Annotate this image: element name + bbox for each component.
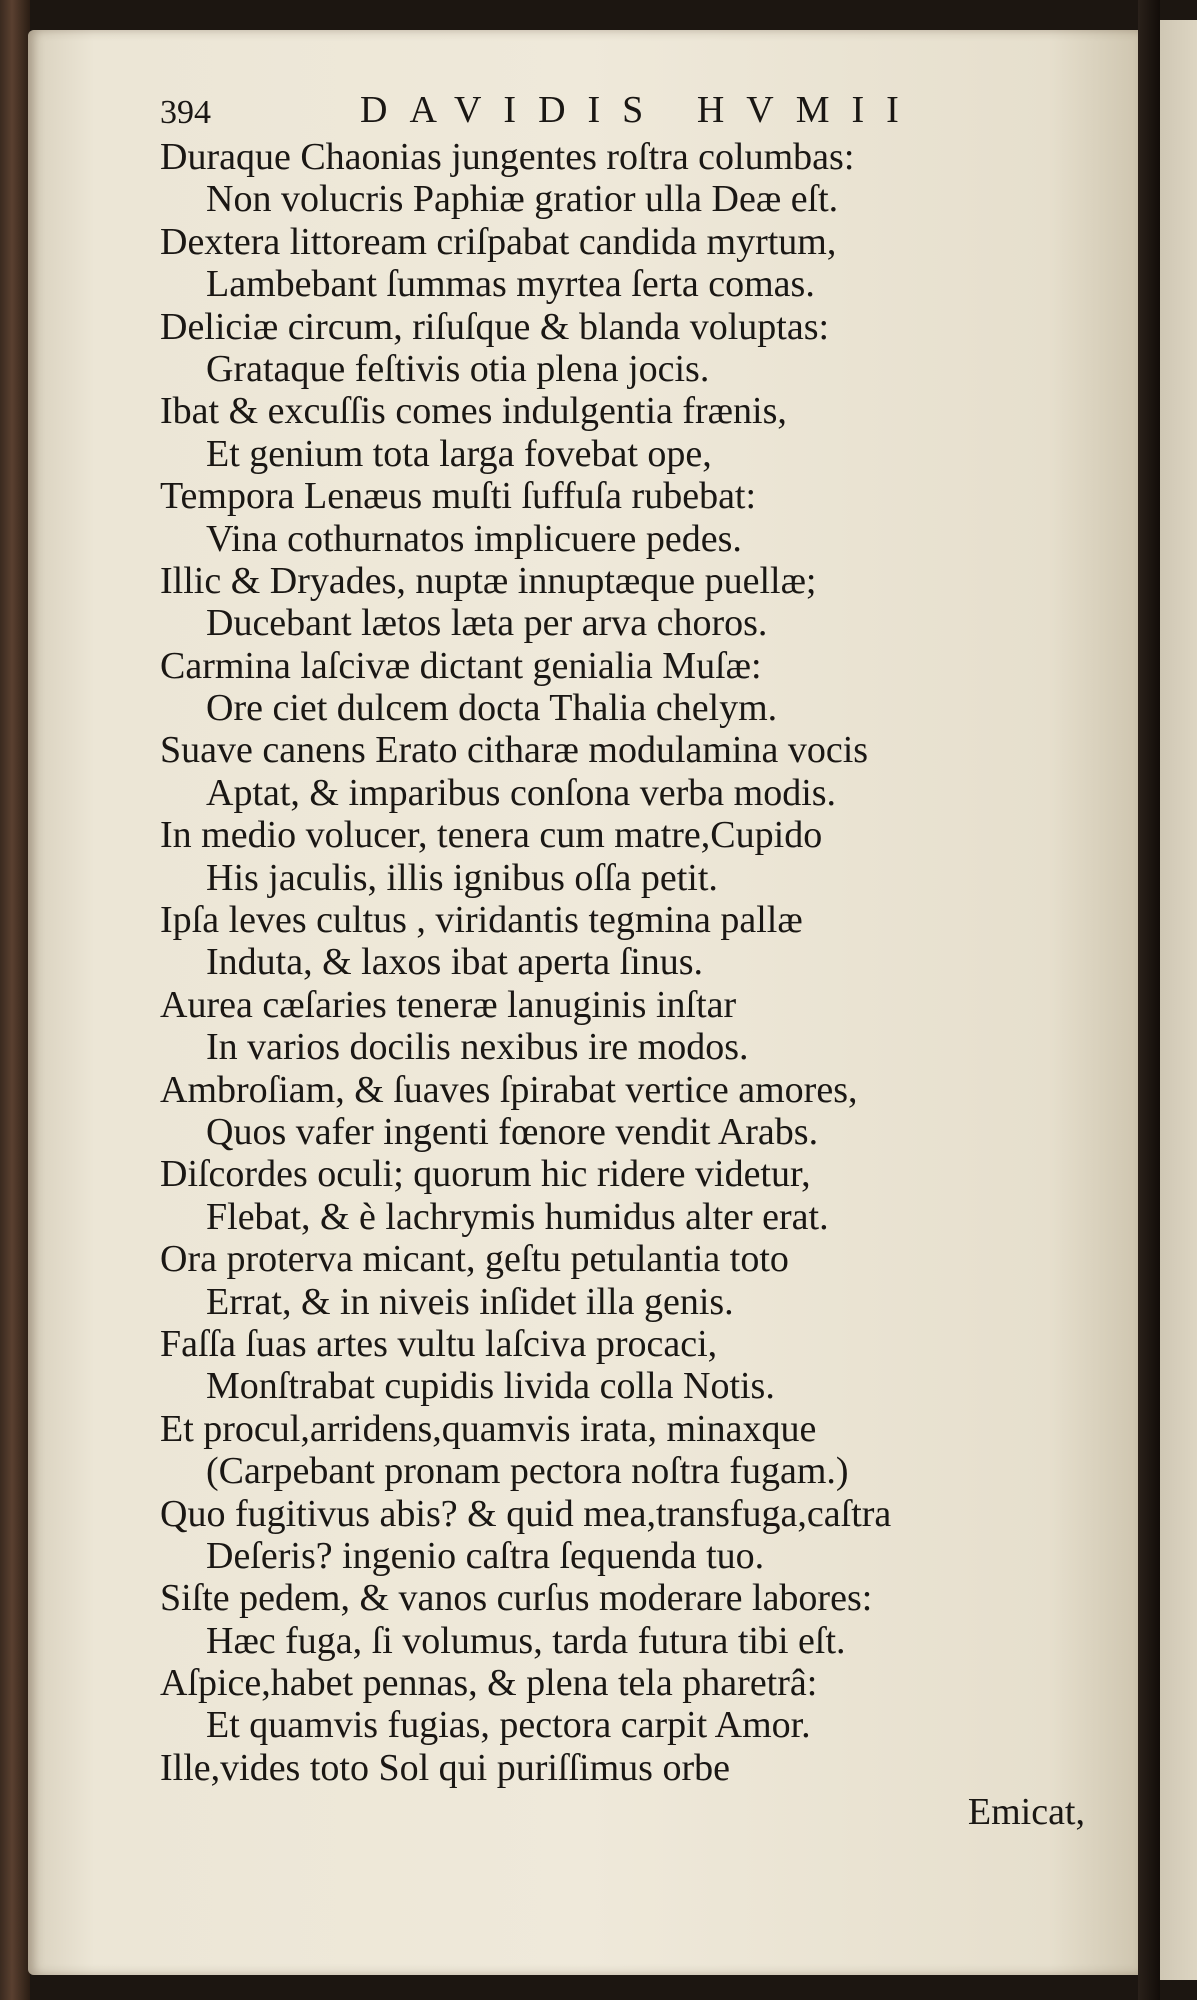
page-number: 394 <box>160 94 211 131</box>
page-header <box>160 88 1060 138</box>
verse-line: Aſpice,habet pennas, & plena tela pharetrâ: <box>160 1662 818 1705</box>
verse-line: Non volucris Paphiæ gratior ulla Deæ eſt. <box>206 178 839 221</box>
verse-line: Ille,vides toto Sol qui puriſſimus orbe <box>160 1746 730 1789</box>
verse-line: Quos vafer ingenti fœnore vendit Arabs. <box>206 1110 819 1153</box>
verse-line: Vina cothurnatos implicuere pedes. <box>206 517 742 560</box>
catchword: Emicat, <box>967 1791 1085 1833</box>
verse-line: Ducebant lætos læta per arva choros. <box>206 602 768 645</box>
verse-line: Grataque feſtivis otia plena jocis. <box>206 347 710 390</box>
verse-line: Ipſa leves cultus , viridantis tegmina pallæ <box>160 899 803 942</box>
verse-line: Et genium tota larga fovebat ope, <box>206 432 712 475</box>
verse-line: Aurea cæſaries teneræ lanuginis inſtar <box>160 983 737 1026</box>
verse-line: Duraque Chaonias jungentes roſtra columbas: <box>160 136 855 178</box>
verse-line: Et procul,arridens,quamvis irata, minaxque <box>160 1407 817 1450</box>
verse-line: Et quamvis fugias, pectora carpit Amor. <box>206 1704 811 1747</box>
verse-line: Quo fugitivus abis? & quid mea,transfuga,caſtra <box>160 1492 892 1535</box>
facing-page-edge <box>1160 20 1197 1980</box>
book-gutter <box>1138 0 1160 2000</box>
verse-line: (Carpebant pronam pectora noſtra fugam.) <box>206 1450 849 1493</box>
verse-line: Suave canens Erato citharæ modulamina vocis <box>160 729 869 772</box>
running-head: DAVIDIS HVMII <box>360 89 921 131</box>
verse-line: Induta, & laxos ibat aperta ſinus. <box>206 941 704 984</box>
verse-line: Ibat & excuſſis comes indulgentia frænis, <box>160 390 787 433</box>
verse-line: Errat, & in niveis inſidet illa genis. <box>206 1280 734 1323</box>
verse-line: Aptat, & imparibus conſona verba modis. <box>206 771 837 814</box>
verse-line: Faſſa ſuas artes vultu laſciva procaci, <box>160 1322 718 1365</box>
verse-line: Deliciæ circum, riſuſque & blanda voluptas: <box>160 305 830 348</box>
verse-line: Ora proterva micant, geſtu petulantia toto <box>160 1238 789 1281</box>
verse-line: Dextera littoream criſpabat candida myrtum, <box>160 220 837 263</box>
verse-line: Ambroſiam, & ſuaves ſpirabat vertice amores, <box>160 1068 858 1111</box>
verse-line: Siſte pedem, & vanos curſus moderare labores: <box>160 1577 873 1620</box>
verse-line: In varios docilis nexibus ire modos. <box>206 1026 749 1069</box>
verse-line: Ore ciet dulcem docta Thalia chelym. <box>206 687 778 730</box>
poem-text <box>160 136 1090 1789</box>
verse-line: Flebat, & è lachrymis humidus alter erat. <box>206 1195 829 1238</box>
verse-line: Diſcordes oculi; quorum hic ridere videtur, <box>160 1153 811 1196</box>
verse-line: Deſeris? ingenio caſtra ſequenda tuo. <box>206 1534 765 1577</box>
verse-line: Lambebant ſummas myrtea ſerta comas. <box>206 263 815 306</box>
verse-line: In medio volucer, tenera cum matre,Cupido <box>160 814 823 857</box>
verse-line: His jaculis, illis ignibus oſſa petit. <box>206 856 718 899</box>
verse-line: Monſtrabat cupidis livida colla Notis. <box>206 1365 775 1408</box>
verse-line: Hæc fuga, ſi volumus, tarda futura tibi eſt. <box>206 1619 846 1662</box>
verse-line: Carmina laſcivæ dictant genialia Muſæ: <box>160 644 762 687</box>
verse-line: Illic & Dryades, nuptæ innuptæque puellæ; <box>160 559 817 602</box>
book-cover-edge <box>0 0 30 2000</box>
verse-line: Tempora Lenæus muſti ſuffuſa rubebat: <box>160 475 757 518</box>
